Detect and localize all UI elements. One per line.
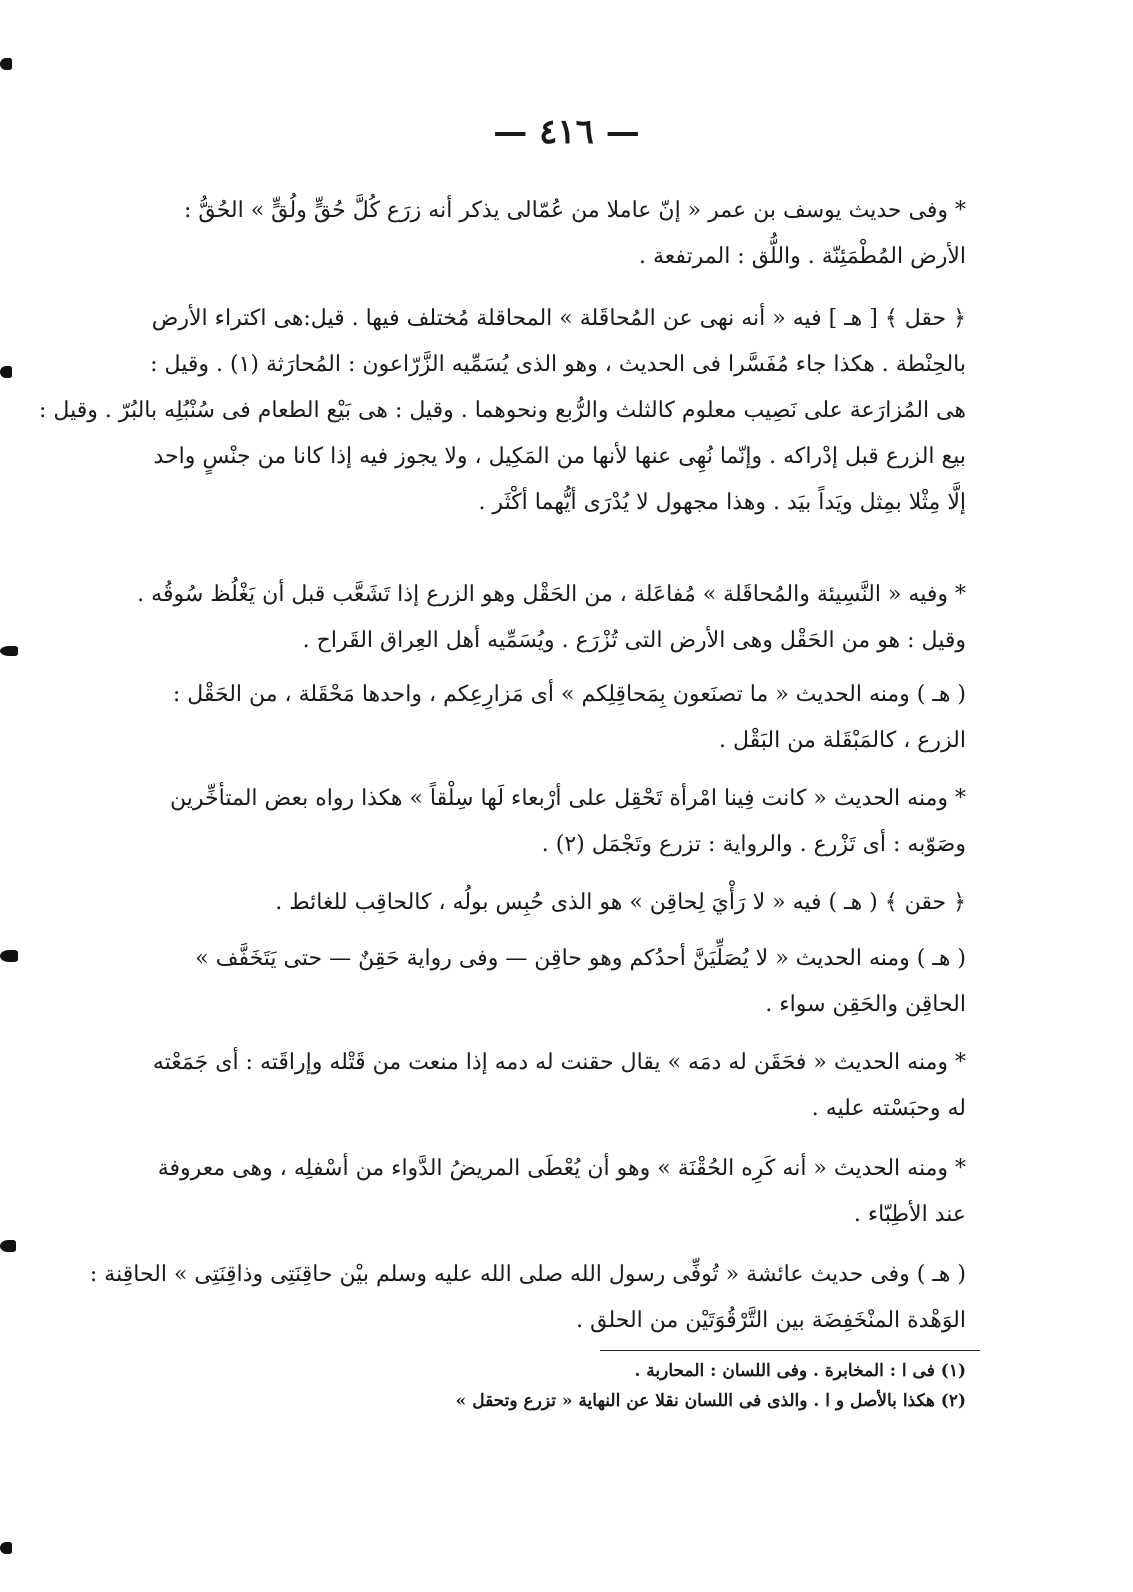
binding-mark	[0, 646, 18, 656]
text-line: ( هـ ) ومنه الحديث « لا يُصَلِّيَنَّ أحدُكم وهو حاقِن — وفى رواية حَقِنٌ — حتى يَتَخَفَّف »	[195, 946, 966, 971]
binding-mark	[0, 366, 12, 378]
footnote: (٢) هكذا بالأصل و ا . والذى فى اللسان نقلا عن النهاية « تزرع وتحقل »	[455, 1391, 966, 1411]
text-line: ( هـ ) ومنه الحديث « ما تصنَعون بِمَحاقِلِكم » أى مَزارِعِكم ، واحدها مَحْقَلة ، من الحَقْل :	[172, 682, 966, 707]
text-line: إلَّا مِثْلا بمِثل ويَداً بيَد . وهذا مجهول لا يُدْرَى أيُّهما أكْثَر .	[478, 490, 966, 515]
text-line: الوَهْدة المنْخَفِضَة بين التَّرْقُوَتَيْن من الحلق .	[576, 1308, 966, 1333]
binding-mark	[0, 1542, 12, 1554]
text-line: وصَوّبه : أى تَزْرع . والرواية : تزرع وتَجْمَل (٢) .	[541, 832, 966, 857]
paragraph	[138, 880, 966, 926]
text-line: ( هـ ) وفى حديث عائشة « تُوفِّى رسول الله صلى الله عليه وسلم بيْن حاقِنَتِى وذاقِنَتِى » الحاقِنة :	[89, 1262, 966, 1287]
text-line: * ومنه الحديث « أنه كَرِه الحُقْنَة » وهو أن يُعْطَى المريضُ الدَّواء من أسْفلِه ، وهى معروفة	[157, 1156, 966, 1181]
text-line: له وحبَسْته عليه .	[811, 1096, 966, 1121]
text-line: بيع الزرع قبل إدْراكه . وإنّما نُهِى عنها لأنها من المَكِيل ، ولا يجوز فيه إذا كانا من جنْسٍ واحد	[153, 444, 966, 469]
text-line: * ومنه الحديث « كانت فِينا امْرأة تَحْقِل على أرْبعاء لَها سِلْقاً » هكذا رواه بعض المتأخِّرين	[170, 786, 966, 811]
text-line: الزرع ، كالمَبْقَلة من البَقْل .	[719, 728, 966, 753]
paragraph	[138, 936, 966, 1028]
paragraph	[138, 188, 966, 280]
footnotes	[138, 1356, 966, 1416]
text-line: بالحِنْطة . هكذا جاء مُفَسَّرا فى الحديث ، وهو الذى يُسَمِّيه الزَّرّاعون : المُحارَثة (١) . وقيل :	[150, 352, 966, 377]
paragraph	[138, 1040, 966, 1132]
binding-mark	[0, 950, 18, 962]
text-line: الأرض المُطْمَئِنّة . واللُّق : المرتفعة .	[638, 244, 966, 269]
text-line: ﴿ حقل ﴾ [ هـ ] فيه « أنه نهى عن المُحاقَلة » المحاقلة مُختلف فيها . قيل:هى اكتراء الأرض	[151, 306, 966, 331]
text-line: * ومنه الحديث « فحَقَن له دمَه » يقال حقنت له دمه إذا منعت من قَتْله وإراقَته : أى جَمَعْته	[152, 1050, 966, 1075]
paragraph	[89, 1252, 966, 1344]
text-line: هى المُزارَعة على نَصِيب معلوم كالثلث والرُّبع ونحوهما . وقيل : هى بَيْع الطعام فى سُنْبُلِه بالبُرّ . وقيل :	[39, 398, 966, 423]
text-line: عند الأطِبّاء .	[853, 1202, 966, 1227]
binding-mark	[0, 1240, 16, 1252]
text-line: * وفى حديث يوسف بن عمر « إنّ عاملا من عُمّالى يذكر أنه زرَع كُلَّ حُقٍّ ولُقٍّ » الحُقُّ :	[183, 198, 966, 223]
footnote: (١) فى ا : المخابرة . وفى اللسان : المحاربة .	[634, 1361, 966, 1381]
paragraph	[138, 672, 966, 764]
paragraph	[138, 776, 966, 868]
text-line: ﴿ حقن ﴾ ( هـ ) فيه « لا رَأْيَ لِحاقِن » هو الذى حُبِس بولُه ، كالحاقِب للغائط .	[275, 890, 966, 915]
text-line: * وفيه « النَّسِيئة والمُحاقَلة » مُفاعَلة ، من الحَقْل وهو الزرع إذا تَشَعَّب قبل أن يَغْلُظ سُوقُه .	[137, 582, 966, 607]
paragraph	[138, 1146, 966, 1238]
footnote-separator	[600, 1350, 980, 1351]
paragraph	[39, 296, 966, 526]
text-line: وقيل : هو من الحَقْل وهى الأرض التى تُزْرَع . ويُسَمِّيه أهل العِراق القَراح .	[302, 628, 966, 653]
page-number: — ٤١٦ —	[493, 112, 640, 152]
paragraph	[138, 572, 966, 664]
text-line: الحاقِن والحَقِن سواء .	[765, 992, 966, 1017]
binding-mark	[0, 58, 12, 70]
